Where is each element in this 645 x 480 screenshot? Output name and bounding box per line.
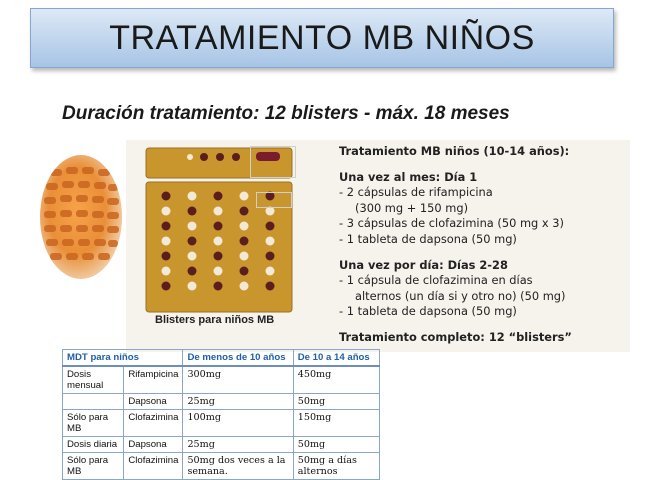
table-cell	[63, 394, 124, 410]
monthly-heading: Una vez al mes: Día 1	[339, 169, 478, 184]
table-row	[63, 437, 380, 453]
table-cell: 100mg	[183, 410, 293, 437]
table-cell: 50mg dos veces a la semana.	[183, 453, 293, 480]
table-cell: Sólo para MB	[63, 410, 124, 437]
table-row	[63, 366, 380, 394]
table-cell: 25mg	[183, 394, 293, 410]
title-banner	[30, 8, 614, 68]
table-row	[63, 394, 380, 410]
table-header: De menos de 10 años	[183, 350, 293, 367]
mdt-dosage-table	[62, 349, 380, 480]
callout-box-top	[250, 146, 296, 178]
table-header: MDT para niños	[63, 350, 183, 367]
table-cell: 300mg	[183, 366, 293, 394]
table-cell: Dapsona	[124, 437, 183, 453]
table-row	[63, 453, 380, 480]
monthly-item: - 3 cápsulas de clofazimina (50 mg x 3)	[339, 216, 564, 231]
page-subtitle: Duración tratamiento: 12 blisters - máx. 18 meses	[62, 103, 510, 124]
table-cell: 50mg	[293, 394, 379, 410]
table-cell: Dosis mensual	[63, 366, 124, 394]
pill-closeup-image	[40, 155, 122, 279]
callout-box-middle	[256, 192, 292, 208]
daily-heading: Una vez por día: Días 2-28	[339, 257, 508, 272]
table-cell: Rifampicina	[124, 366, 183, 394]
treatment-heading: Tratamiento MB niños (10-14 años):	[339, 144, 570, 158]
complete-treatment: Tratamiento completo: 12 “blisters”	[339, 329, 572, 344]
table-cell: Dapsona	[124, 394, 183, 410]
table-cell: Sólo para MB	[63, 453, 124, 480]
daily-item: - 1 tableta de dapsona (50 mg)	[339, 304, 517, 319]
monthly-item: - 1 tableta de dapsona (50 mg)	[339, 231, 517, 246]
table-row	[63, 410, 380, 437]
table-cell: 150mg	[293, 410, 379, 437]
table-cell: Clofazimina	[124, 410, 183, 437]
monthly-item: - 2 cápsulas de rifampicina	[339, 185, 493, 200]
table-header-row	[63, 350, 380, 367]
table-cell: 450mg	[293, 366, 379, 394]
monthly-item: (300 mg + 150 mg)	[355, 200, 469, 215]
table-cell: 50mg	[293, 437, 379, 453]
page-title: TRATAMIENTO MB NIÑOS	[109, 18, 535, 57]
treatment-info	[339, 144, 572, 346]
table-cell: 50mg a días alternos	[293, 453, 379, 480]
blister-caption: Blisters para niños MB	[155, 314, 275, 326]
daily-item: alternos (un día si y otro no) (50 mg)	[355, 288, 566, 303]
table-cell: 25mg	[183, 437, 293, 453]
table-cell: Clofazimina	[124, 453, 183, 480]
table-header: De 10 a 14 años	[293, 350, 379, 367]
table-cell: Dosis diaria	[63, 437, 124, 453]
daily-item: - 1 cápsula de clofazimina en días	[339, 273, 533, 288]
